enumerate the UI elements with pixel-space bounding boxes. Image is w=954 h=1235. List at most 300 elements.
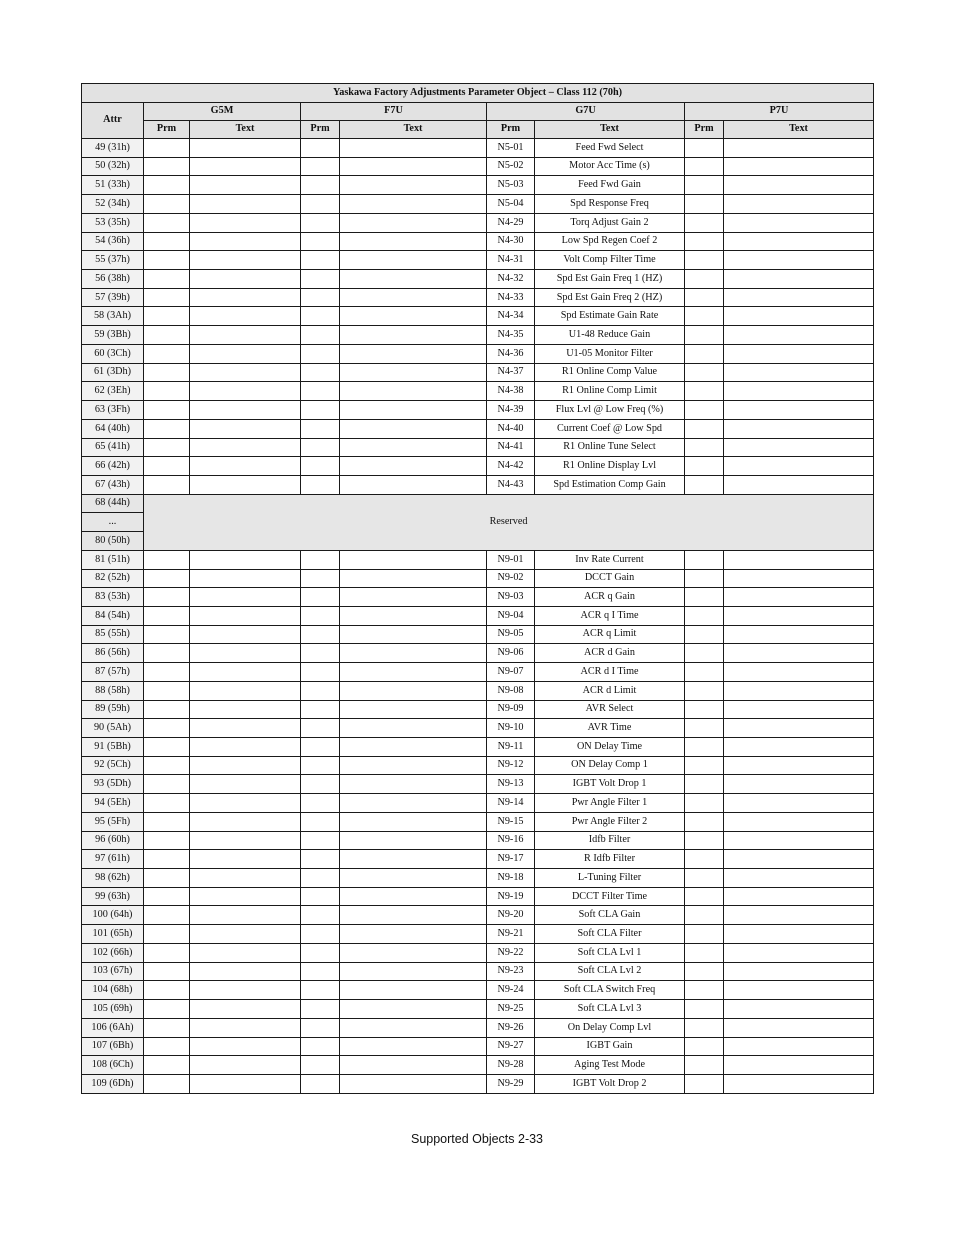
table-row bbox=[82, 1074, 874, 1093]
f7u-text-cell bbox=[340, 382, 487, 401]
table-row bbox=[82, 157, 874, 176]
g7u-prm-cell: N4-37 bbox=[487, 363, 535, 382]
table-row bbox=[82, 382, 874, 401]
attr-cell: 99 (63h) bbox=[82, 887, 144, 906]
f7u-prm-cell bbox=[301, 719, 340, 738]
p7u-prm-cell bbox=[685, 326, 724, 345]
g7u-text-cell: DCCT Filter Time bbox=[535, 887, 685, 906]
g7u-prm-cell: N9-12 bbox=[487, 756, 535, 775]
g7u-text-cell: Flux Lvl @ Low Freq (%) bbox=[535, 401, 685, 420]
g5m-text-cell bbox=[190, 419, 301, 438]
f7u-prm-cell bbox=[301, 831, 340, 850]
g5m-prm-cell bbox=[144, 419, 190, 438]
table-row bbox=[82, 232, 874, 251]
g7u-text-cell: ACR d Limit bbox=[535, 681, 685, 700]
g5m-prm-cell bbox=[144, 925, 190, 944]
f7u-prm-cell bbox=[301, 382, 340, 401]
p7u-prm-cell bbox=[685, 419, 724, 438]
g7u-prm-cell: N9-11 bbox=[487, 738, 535, 757]
p7u-text-cell bbox=[724, 906, 874, 925]
g7u-text-cell: R Idfb Filter bbox=[535, 850, 685, 869]
table-row bbox=[82, 307, 874, 326]
f7u-prm-cell bbox=[301, 251, 340, 270]
g5m-text-cell bbox=[190, 700, 301, 719]
f7u-prm-cell bbox=[301, 887, 340, 906]
p7u-text-cell bbox=[724, 363, 874, 382]
f7u-prm-cell bbox=[301, 139, 340, 158]
attr-cell: 52 (34h) bbox=[82, 195, 144, 214]
f7u-prm-cell bbox=[301, 363, 340, 382]
table-row bbox=[82, 475, 874, 494]
g5m-prm-cell bbox=[144, 457, 190, 476]
g7u-text-cell: U1-48 Reduce Gain bbox=[535, 326, 685, 345]
g5m-text-cell bbox=[190, 326, 301, 345]
p7u-text-cell bbox=[724, 775, 874, 794]
f7u-prm-cell bbox=[301, 438, 340, 457]
attr-cell: 54 (36h) bbox=[82, 232, 144, 251]
table-row bbox=[82, 251, 874, 270]
g5m-prm-cell bbox=[144, 475, 190, 494]
table-row bbox=[82, 700, 874, 719]
g7u-prm-cell: N4-35 bbox=[487, 326, 535, 345]
g5m-text-cell bbox=[190, 550, 301, 569]
f7u-text-cell bbox=[340, 962, 487, 981]
g7u-prm-cell: N9-27 bbox=[487, 1037, 535, 1056]
f7u-prm-cell bbox=[301, 213, 340, 232]
g7u-prm-cell: N9-14 bbox=[487, 794, 535, 813]
g7u-text-cell: Spd Estimation Comp Gain bbox=[535, 475, 685, 494]
f7u-prm-cell bbox=[301, 326, 340, 345]
attr-cell: 109 (6Dh) bbox=[82, 1074, 144, 1093]
attr-cell: 98 (62h) bbox=[82, 869, 144, 888]
g7u-prm-cell: N9-21 bbox=[487, 925, 535, 944]
g5m-text-cell bbox=[190, 794, 301, 813]
f7u-text-cell bbox=[340, 906, 487, 925]
table-row bbox=[82, 887, 874, 906]
attr-cell: 96 (60h) bbox=[82, 831, 144, 850]
f7u-text-cell bbox=[340, 943, 487, 962]
g7u-text-cell: Motor Acc Time (s) bbox=[535, 157, 685, 176]
p7u-text-cell bbox=[724, 831, 874, 850]
g5m-text-cell bbox=[190, 251, 301, 270]
table-row bbox=[82, 288, 874, 307]
g5m-prm-cell bbox=[144, 251, 190, 270]
g5m-text-cell bbox=[190, 176, 301, 195]
p7u-text-cell bbox=[724, 438, 874, 457]
f7u-text-cell bbox=[340, 700, 487, 719]
g5m-text-cell bbox=[190, 588, 301, 607]
g5m-prm-cell bbox=[144, 681, 190, 700]
p7u-text-cell bbox=[724, 981, 874, 1000]
f7u-text-cell bbox=[340, 1018, 487, 1037]
g5m-prm-cell bbox=[144, 176, 190, 195]
g7u-text-cell: Feed Fwd Gain bbox=[535, 176, 685, 195]
table-row bbox=[82, 850, 874, 869]
f7u-text-cell bbox=[340, 288, 487, 307]
attr-cell: ... bbox=[82, 513, 144, 532]
group-header-f7u: F7U bbox=[301, 103, 487, 121]
attr-cell: 56 (38h) bbox=[82, 270, 144, 289]
g7u-prm-cell: N4-32 bbox=[487, 270, 535, 289]
page-footer: Supported Objects 2-33 bbox=[410, 1132, 544, 1146]
table-row bbox=[82, 457, 874, 476]
g5m-prm-cell bbox=[144, 270, 190, 289]
table-row bbox=[82, 775, 874, 794]
g5m-prm-cell bbox=[144, 962, 190, 981]
g7u-prm-cell: N9-24 bbox=[487, 981, 535, 1000]
g7u-text-cell: Pwr Angle Filter 1 bbox=[535, 794, 685, 813]
g7u-text-cell: Pwr Angle Filter 2 bbox=[535, 812, 685, 831]
f7u-prm-cell bbox=[301, 681, 340, 700]
attr-cell: 49 (31h) bbox=[82, 139, 144, 158]
g5m-prm-cell bbox=[144, 869, 190, 888]
table-row bbox=[82, 981, 874, 1000]
p7u-prm-cell bbox=[685, 363, 724, 382]
g5m-prm-cell bbox=[144, 288, 190, 307]
sub-header-prm: Prm bbox=[685, 121, 724, 139]
p7u-text-cell bbox=[724, 850, 874, 869]
table-row bbox=[82, 906, 874, 925]
attr-cell: 108 (6Ch) bbox=[82, 1056, 144, 1075]
f7u-text-cell bbox=[340, 326, 487, 345]
g5m-text-cell bbox=[190, 363, 301, 382]
g7u-prm-cell: N4-38 bbox=[487, 382, 535, 401]
sub-header-text: Text bbox=[724, 121, 874, 139]
p7u-prm-cell bbox=[685, 1056, 724, 1075]
attr-cell: 81 (51h) bbox=[82, 550, 144, 569]
g7u-text-cell: AVR Time bbox=[535, 719, 685, 738]
p7u-text-cell bbox=[724, 588, 874, 607]
g5m-text-cell bbox=[190, 569, 301, 588]
f7u-text-cell bbox=[340, 588, 487, 607]
g7u-text-cell: On Delay Comp Lvl bbox=[535, 1018, 685, 1037]
g5m-prm-cell bbox=[144, 569, 190, 588]
f7u-text-cell bbox=[340, 232, 487, 251]
p7u-prm-cell bbox=[685, 195, 724, 214]
f7u-prm-cell bbox=[301, 344, 340, 363]
g7u-text-cell: ACR q I Time bbox=[535, 606, 685, 625]
g7u-text-cell: Soft CLA Lvl 1 bbox=[535, 943, 685, 962]
g7u-prm-cell: N4-29 bbox=[487, 213, 535, 232]
g7u-text-cell: Feed Fwd Select bbox=[535, 139, 685, 158]
p7u-prm-cell bbox=[685, 700, 724, 719]
g7u-text-cell: Idfb Filter bbox=[535, 831, 685, 850]
p7u-prm-cell bbox=[685, 831, 724, 850]
p7u-prm-cell bbox=[685, 139, 724, 158]
f7u-prm-cell bbox=[301, 775, 340, 794]
table-row bbox=[82, 681, 874, 700]
attr-cell: 107 (6Bh) bbox=[82, 1037, 144, 1056]
g5m-prm-cell bbox=[144, 738, 190, 757]
table-row bbox=[82, 326, 874, 345]
g7u-text-cell: R1 Online Comp Limit bbox=[535, 382, 685, 401]
g7u-prm-cell: N4-40 bbox=[487, 419, 535, 438]
g7u-text-cell: R1 Online Display Lvl bbox=[535, 457, 685, 476]
g5m-prm-cell bbox=[144, 775, 190, 794]
g5m-prm-cell bbox=[144, 943, 190, 962]
g5m-prm-cell bbox=[144, 1000, 190, 1019]
group-header-g7u: G7U bbox=[487, 103, 685, 121]
p7u-prm-cell bbox=[685, 270, 724, 289]
g7u-prm-cell: N9-16 bbox=[487, 831, 535, 850]
p7u-text-cell bbox=[724, 139, 874, 158]
g7u-text-cell: Soft CLA Lvl 3 bbox=[535, 1000, 685, 1019]
p7u-prm-cell bbox=[685, 625, 724, 644]
table-row bbox=[82, 719, 874, 738]
f7u-text-cell bbox=[340, 850, 487, 869]
g7u-prm-cell: N9-13 bbox=[487, 775, 535, 794]
p7u-text-cell bbox=[724, 738, 874, 757]
table-row bbox=[82, 869, 874, 888]
table-row bbox=[82, 663, 874, 682]
g5m-text-cell bbox=[190, 307, 301, 326]
p7u-text-cell bbox=[724, 569, 874, 588]
p7u-text-cell bbox=[724, 869, 874, 888]
g5m-prm-cell bbox=[144, 213, 190, 232]
f7u-text-cell bbox=[340, 1000, 487, 1019]
f7u-text-cell bbox=[340, 270, 487, 289]
f7u-text-cell bbox=[340, 981, 487, 1000]
g7u-text-cell: ACR q Limit bbox=[535, 625, 685, 644]
p7u-prm-cell bbox=[685, 850, 724, 869]
g5m-text-cell bbox=[190, 925, 301, 944]
g5m-prm-cell bbox=[144, 625, 190, 644]
g7u-prm-cell: N9-29 bbox=[487, 1074, 535, 1093]
g5m-prm-cell bbox=[144, 812, 190, 831]
p7u-text-cell bbox=[724, 719, 874, 738]
g7u-prm-cell: N4-39 bbox=[487, 401, 535, 420]
f7u-prm-cell bbox=[301, 812, 340, 831]
p7u-prm-cell bbox=[685, 812, 724, 831]
f7u-prm-cell bbox=[301, 663, 340, 682]
attr-cell: 65 (41h) bbox=[82, 438, 144, 457]
f7u-prm-cell bbox=[301, 232, 340, 251]
p7u-text-cell bbox=[724, 681, 874, 700]
g7u-prm-cell: N9-23 bbox=[487, 962, 535, 981]
p7u-prm-cell bbox=[685, 738, 724, 757]
g5m-text-cell bbox=[190, 270, 301, 289]
reserved-label: Reserved bbox=[144, 494, 874, 550]
f7u-prm-cell bbox=[301, 962, 340, 981]
g7u-prm-cell: N4-30 bbox=[487, 232, 535, 251]
p7u-prm-cell bbox=[685, 1037, 724, 1056]
g7u-prm-cell: N4-33 bbox=[487, 288, 535, 307]
p7u-prm-cell bbox=[685, 382, 724, 401]
g7u-prm-cell: N5-02 bbox=[487, 157, 535, 176]
f7u-text-cell bbox=[340, 569, 487, 588]
table-row bbox=[82, 794, 874, 813]
g5m-text-cell bbox=[190, 887, 301, 906]
f7u-text-cell bbox=[340, 1074, 487, 1093]
table-row bbox=[82, 925, 874, 944]
attr-cell: 83 (53h) bbox=[82, 588, 144, 607]
table-row bbox=[82, 270, 874, 289]
g7u-text-cell: ACR q Gain bbox=[535, 588, 685, 607]
f7u-prm-cell bbox=[301, 157, 340, 176]
g7u-text-cell: Aging Test Mode bbox=[535, 1056, 685, 1075]
p7u-text-cell bbox=[724, 288, 874, 307]
table-row bbox=[82, 625, 874, 644]
f7u-text-cell bbox=[340, 794, 487, 813]
f7u-prm-cell bbox=[301, 794, 340, 813]
f7u-text-cell bbox=[340, 1056, 487, 1075]
p7u-prm-cell bbox=[685, 869, 724, 888]
f7u-text-cell bbox=[340, 887, 487, 906]
sub-header-text: Text bbox=[340, 121, 487, 139]
attr-cell: 92 (5Ch) bbox=[82, 756, 144, 775]
f7u-text-cell bbox=[340, 139, 487, 158]
g7u-prm-cell: N9-18 bbox=[487, 869, 535, 888]
p7u-prm-cell bbox=[685, 962, 724, 981]
g7u-text-cell: DCCT Gain bbox=[535, 569, 685, 588]
p7u-prm-cell bbox=[685, 213, 724, 232]
g7u-text-cell: Spd Response Freq bbox=[535, 195, 685, 214]
p7u-text-cell bbox=[724, 157, 874, 176]
p7u-text-cell bbox=[724, 382, 874, 401]
p7u-prm-cell bbox=[685, 756, 724, 775]
f7u-text-cell bbox=[340, 157, 487, 176]
table-row bbox=[82, 344, 874, 363]
f7u-text-cell bbox=[340, 681, 487, 700]
f7u-prm-cell bbox=[301, 850, 340, 869]
f7u-prm-cell bbox=[301, 288, 340, 307]
attr-cell: 51 (33h) bbox=[82, 176, 144, 195]
p7u-text-cell bbox=[724, 1074, 874, 1093]
table-row bbox=[82, 588, 874, 607]
g5m-prm-cell bbox=[144, 831, 190, 850]
p7u-text-cell bbox=[724, 1000, 874, 1019]
p7u-prm-cell bbox=[685, 981, 724, 1000]
g7u-text-cell: Soft CLA Switch Freq bbox=[535, 981, 685, 1000]
attr-header: Attr bbox=[82, 103, 144, 139]
table-row bbox=[82, 195, 874, 214]
attr-cell: 66 (42h) bbox=[82, 457, 144, 476]
f7u-text-cell bbox=[340, 195, 487, 214]
p7u-text-cell bbox=[724, 550, 874, 569]
g5m-prm-cell bbox=[144, 401, 190, 420]
attr-cell: 63 (3Fh) bbox=[82, 401, 144, 420]
attr-cell: 93 (5Dh) bbox=[82, 775, 144, 794]
p7u-text-cell bbox=[724, 475, 874, 494]
attr-cell: 61 (3Dh) bbox=[82, 363, 144, 382]
p7u-prm-cell bbox=[685, 588, 724, 607]
g7u-text-cell: IGBT Gain bbox=[535, 1037, 685, 1056]
p7u-prm-cell bbox=[685, 794, 724, 813]
table-row bbox=[82, 738, 874, 757]
g7u-text-cell: Soft CLA Filter bbox=[535, 925, 685, 944]
p7u-text-cell bbox=[724, 213, 874, 232]
table-row bbox=[82, 644, 874, 663]
p7u-prm-cell bbox=[685, 606, 724, 625]
g7u-text-cell: IGBT Volt Drop 2 bbox=[535, 1074, 685, 1093]
attr-cell: 53 (35h) bbox=[82, 213, 144, 232]
p7u-text-cell bbox=[724, 307, 874, 326]
p7u-prm-cell bbox=[685, 569, 724, 588]
f7u-text-cell bbox=[340, 251, 487, 270]
f7u-prm-cell bbox=[301, 569, 340, 588]
g5m-text-cell bbox=[190, 1074, 301, 1093]
f7u-text-cell bbox=[340, 719, 487, 738]
g5m-prm-cell bbox=[144, 700, 190, 719]
f7u-prm-cell bbox=[301, 270, 340, 289]
p7u-text-cell bbox=[724, 794, 874, 813]
p7u-text-cell bbox=[724, 457, 874, 476]
f7u-text-cell bbox=[340, 644, 487, 663]
parameter-table bbox=[81, 83, 874, 1094]
g7u-text-cell: Spd Est Gain Freq 2 (HZ) bbox=[535, 288, 685, 307]
table-row bbox=[82, 213, 874, 232]
f7u-prm-cell bbox=[301, 1056, 340, 1075]
g7u-text-cell: ON Delay Comp 1 bbox=[535, 756, 685, 775]
p7u-prm-cell bbox=[685, 344, 724, 363]
p7u-text-cell bbox=[724, 943, 874, 962]
p7u-text-cell bbox=[724, 644, 874, 663]
g5m-prm-cell bbox=[144, 756, 190, 775]
g5m-text-cell bbox=[190, 213, 301, 232]
attr-cell: 100 (64h) bbox=[82, 906, 144, 925]
attr-cell: 88 (58h) bbox=[82, 681, 144, 700]
g7u-prm-cell: N5-01 bbox=[487, 139, 535, 158]
table-row bbox=[82, 1037, 874, 1056]
g5m-text-cell bbox=[190, 1037, 301, 1056]
f7u-prm-cell bbox=[301, 756, 340, 775]
sub-header-prm: Prm bbox=[301, 121, 340, 139]
p7u-text-cell bbox=[724, 1056, 874, 1075]
f7u-text-cell bbox=[340, 457, 487, 476]
g7u-prm-cell: N9-05 bbox=[487, 625, 535, 644]
f7u-prm-cell bbox=[301, 925, 340, 944]
p7u-prm-cell bbox=[685, 1018, 724, 1037]
g7u-text-cell: ACR d I Time bbox=[535, 663, 685, 682]
g5m-text-cell bbox=[190, 401, 301, 420]
g7u-text-cell: Spd Estimate Gain Rate bbox=[535, 307, 685, 326]
g7u-text-cell: Spd Est Gain Freq 1 (HZ) bbox=[535, 270, 685, 289]
g5m-text-cell bbox=[190, 962, 301, 981]
attr-cell: 91 (5Bh) bbox=[82, 738, 144, 757]
p7u-text-cell bbox=[724, 887, 874, 906]
attr-cell: 86 (56h) bbox=[82, 644, 144, 663]
f7u-text-cell bbox=[340, 756, 487, 775]
p7u-prm-cell bbox=[685, 401, 724, 420]
g5m-text-cell bbox=[190, 719, 301, 738]
p7u-text-cell bbox=[724, 756, 874, 775]
g7u-prm-cell: N4-41 bbox=[487, 438, 535, 457]
table-row bbox=[82, 1018, 874, 1037]
p7u-text-cell bbox=[724, 176, 874, 195]
f7u-prm-cell bbox=[301, 738, 340, 757]
attr-cell: 85 (55h) bbox=[82, 625, 144, 644]
g5m-prm-cell bbox=[144, 588, 190, 607]
p7u-prm-cell bbox=[685, 681, 724, 700]
g7u-prm-cell: N9-25 bbox=[487, 1000, 535, 1019]
g5m-text-cell bbox=[190, 850, 301, 869]
reserved-row bbox=[82, 494, 874, 513]
g7u-prm-cell: N4-42 bbox=[487, 457, 535, 476]
f7u-prm-cell bbox=[301, 981, 340, 1000]
g7u-prm-cell: N4-36 bbox=[487, 344, 535, 363]
table-row bbox=[82, 569, 874, 588]
f7u-prm-cell bbox=[301, 1074, 340, 1093]
p7u-text-cell bbox=[724, 925, 874, 944]
g5m-text-cell bbox=[190, 738, 301, 757]
f7u-prm-cell bbox=[301, 1000, 340, 1019]
f7u-prm-cell bbox=[301, 1037, 340, 1056]
p7u-prm-cell bbox=[685, 719, 724, 738]
p7u-prm-cell bbox=[685, 925, 724, 944]
g5m-prm-cell bbox=[144, 232, 190, 251]
g5m-text-cell bbox=[190, 831, 301, 850]
g5m-text-cell bbox=[190, 681, 301, 700]
